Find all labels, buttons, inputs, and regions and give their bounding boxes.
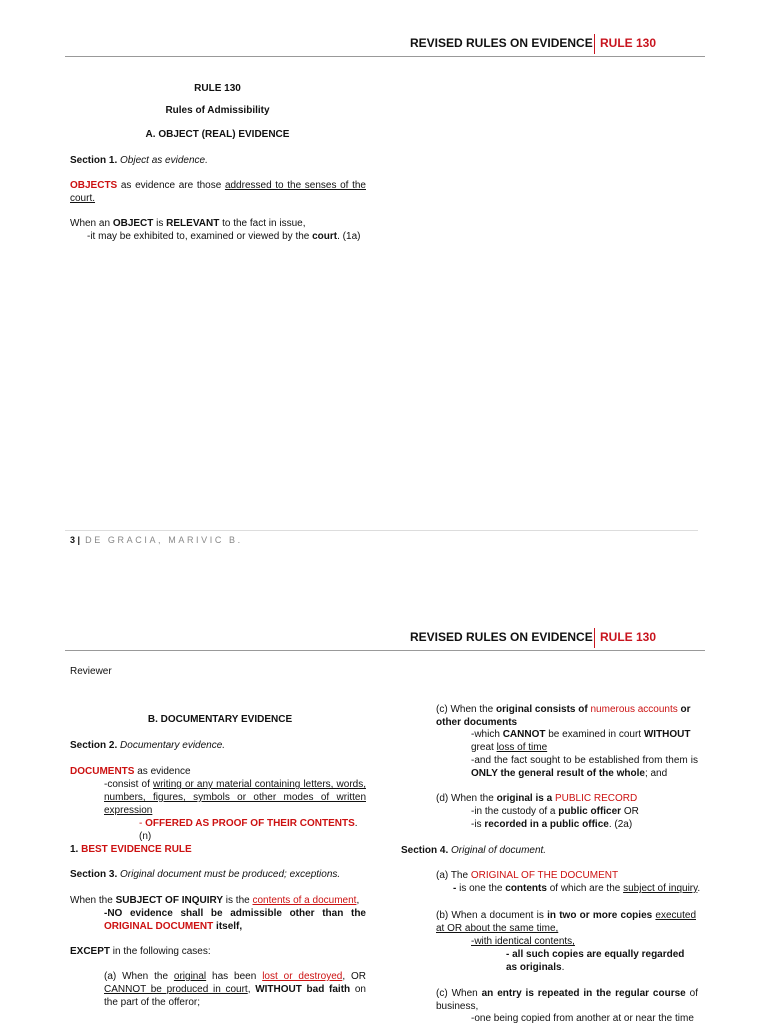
text-span: original is a (496, 793, 555, 804)
text-span: ; and (644, 768, 668, 779)
text-span: (c) When the (436, 704, 497, 715)
text-span: -one being copied from another at or near the time (471, 1013, 694, 1024)
header-line-2 (65, 650, 705, 651)
header-rule: RULE 130 (600, 36, 657, 50)
text-span: . (697, 883, 701, 894)
original-b-identical (471, 935, 698, 948)
term-original-document: ORIGINAL DOCUMENT (104, 921, 214, 932)
underlined-text: original (173, 971, 207, 982)
best-evidence-heading (70, 843, 370, 856)
subject-line (70, 894, 370, 907)
text-span: to the fact in issue, (219, 218, 306, 229)
underlined-text: loss of time (496, 742, 548, 753)
exception-c-paragraph (436, 703, 700, 729)
except-line (70, 945, 370, 958)
section-4-heading (401, 844, 701, 857)
text-span: (b) When a document is (436, 910, 548, 921)
exception-d-paragraph (436, 792, 700, 805)
text-span: on the part of the offeror; (104, 984, 366, 1008)
text-span: -NO evidence shall be admissible other than the (104, 908, 366, 919)
original-b-all (506, 948, 698, 974)
text-span: -in the custody of a (471, 806, 559, 817)
section-title: Documentary evidence. (120, 740, 226, 751)
text-span: itself, (213, 921, 243, 932)
text-span: (a) The (436, 870, 471, 881)
exception-d-recorded (471, 818, 698, 831)
text-span: or other documents (436, 704, 691, 728)
header-separator-2 (594, 628, 595, 648)
footer-author: DE GRACIA, MARIVIC B. (80, 535, 243, 545)
no-evidence-paragraph (104, 907, 366, 933)
text-span: is (153, 218, 167, 229)
term-numerous: numerous accounts (590, 704, 678, 715)
underlined-text: writing or any material containing letters, words, numbers, figures, symbols or other modes of written expression (104, 779, 366, 816)
section-label: Section 3. (70, 869, 118, 880)
header-rule-2: RULE 130 (600, 630, 657, 644)
text-span: contents (505, 883, 547, 894)
section-1-heading (70, 154, 370, 167)
text-span: OR (621, 806, 639, 817)
text-span: . (n) (139, 818, 358, 842)
text-span: be examined in court (545, 729, 644, 740)
original-c-copied (471, 1012, 703, 1025)
exhibited-line (87, 230, 377, 243)
text-span: has been (206, 971, 263, 982)
text-span: - (139, 818, 146, 829)
text-span: (a) When the (104, 971, 174, 982)
footer-line (65, 530, 698, 531)
section-title: Object as evidence. (120, 155, 208, 166)
underlined-text: -with identical contents, (471, 936, 575, 947)
text-span: , (356, 895, 360, 906)
exception-c-and (471, 754, 698, 780)
text-span: in the following cases: (110, 946, 211, 957)
text-span: -is (471, 819, 485, 830)
original-a-line (436, 869, 700, 882)
section-3-heading (70, 868, 370, 881)
text-span: When the (70, 895, 116, 906)
consist-paragraph (104, 778, 366, 817)
text-span: -consist of (104, 779, 153, 790)
section-title: Original of document. (451, 845, 547, 856)
original-a-desc (453, 882, 703, 895)
section-2-heading (70, 739, 370, 752)
exception-d-custody (471, 805, 698, 818)
term-without: WITHOUT bad faith (255, 984, 351, 995)
term-contents: contents of a document (252, 895, 357, 906)
text-span: an entry is repeated in the regular course (481, 988, 686, 999)
text-span: (c) When (436, 988, 482, 999)
text-span: public officer (558, 806, 622, 817)
term-objects: OBJECTS (70, 180, 118, 191)
text-span: -which (471, 729, 503, 740)
term-public-record: PUBLIC RECORD (554, 793, 638, 804)
page-rule-title: RULE 130 (194, 83, 241, 94)
term-offered: OFFERED AS PROOF OF THEIR CONTENTS (145, 818, 355, 829)
text-span: . (1a) (337, 231, 361, 242)
section-b-heading: B. DOCUMENTARY EVIDENCE (147, 714, 293, 725)
term-original-of-document: ORIGINAL OF THE DOCUMENT (470, 870, 619, 881)
text-span: of which are the (546, 883, 624, 894)
term-court: court (312, 231, 338, 242)
term-relevant: RELEVANT (166, 218, 220, 229)
underlined-text: subject of inquiry (623, 883, 698, 894)
page-subtitle: Rules of Admissibility (165, 105, 270, 116)
text-span: is the (223, 895, 253, 906)
original-b-paragraph (436, 909, 696, 935)
header-title-2: REVISED RULES ON EVIDENCE (410, 630, 593, 644)
text-span: - all such copies are equally regarded as originals (506, 949, 685, 973)
section-label: Section 2. (70, 740, 118, 751)
text-span: -it may be exhibited to, examined or viewed by the (87, 231, 313, 242)
exception-c-which (471, 728, 698, 741)
offered-line (139, 817, 371, 843)
footer (70, 534, 243, 547)
header-separator (594, 34, 595, 54)
term-object: OBJECT (112, 218, 154, 229)
objects-paragraph (70, 179, 366, 205)
section-title: Original document must be produced; exceptions. (120, 869, 341, 880)
underlined-text: executed at OR about the same time, (436, 910, 697, 934)
term-documents: DOCUMENTS (70, 766, 135, 777)
text-span: original consists of (496, 704, 591, 715)
text-span: ONLY the general result of the whole (471, 768, 645, 779)
text-span: recorded in a public office (484, 819, 609, 830)
text-span: , OR (342, 971, 366, 982)
text-span: , (247, 984, 256, 995)
text-span: great (471, 742, 497, 753)
term-best-evidence: BEST EVIDENCE RULE (81, 844, 192, 855)
section-a-heading: A. OBJECT (REAL) EVIDENCE (145, 129, 290, 140)
text-span: as evidence (134, 766, 191, 777)
exception-c-loss (471, 741, 698, 754)
underlined-text: addressed to the senses of the court. (70, 180, 366, 204)
text-span: in two or more copies (547, 910, 653, 921)
relevant-paragraph (70, 217, 370, 230)
text-span: WITHOUT (643, 729, 691, 740)
header-line (65, 56, 705, 57)
text-span: is one the (459, 883, 506, 894)
text-span: 1. (70, 844, 82, 855)
text-span: -and the fact sought to be established from them is (471, 755, 698, 766)
term-lost: lost or destroyed (262, 971, 343, 982)
text-span: CANNOT (502, 729, 546, 740)
underlined-text: CANNOT be produced in court (104, 984, 248, 995)
section-label: Section 1. (70, 155, 118, 166)
text-span: as evidence are those (117, 180, 225, 191)
text-span: - (453, 883, 460, 894)
header-title: REVISED RULES ON EVIDENCE (410, 36, 593, 50)
reviewer-label: Reviewer (70, 666, 112, 677)
text-span: of business, (436, 988, 698, 1012)
page-number: 3 | (70, 535, 81, 545)
text-span: (d) When the (436, 793, 497, 804)
term-except: EXCEPT (70, 946, 111, 957)
section-label: Section 4. (401, 845, 449, 856)
original-c-paragraph (436, 987, 698, 1013)
term-subject: SUBJECT OF INQUIRY (115, 895, 224, 906)
text-span: When an (70, 218, 113, 229)
text-span: . (2a) (608, 819, 633, 830)
exception-a-paragraph (104, 970, 366, 1009)
text-span: . (561, 962, 565, 973)
documents-line (70, 765, 370, 778)
